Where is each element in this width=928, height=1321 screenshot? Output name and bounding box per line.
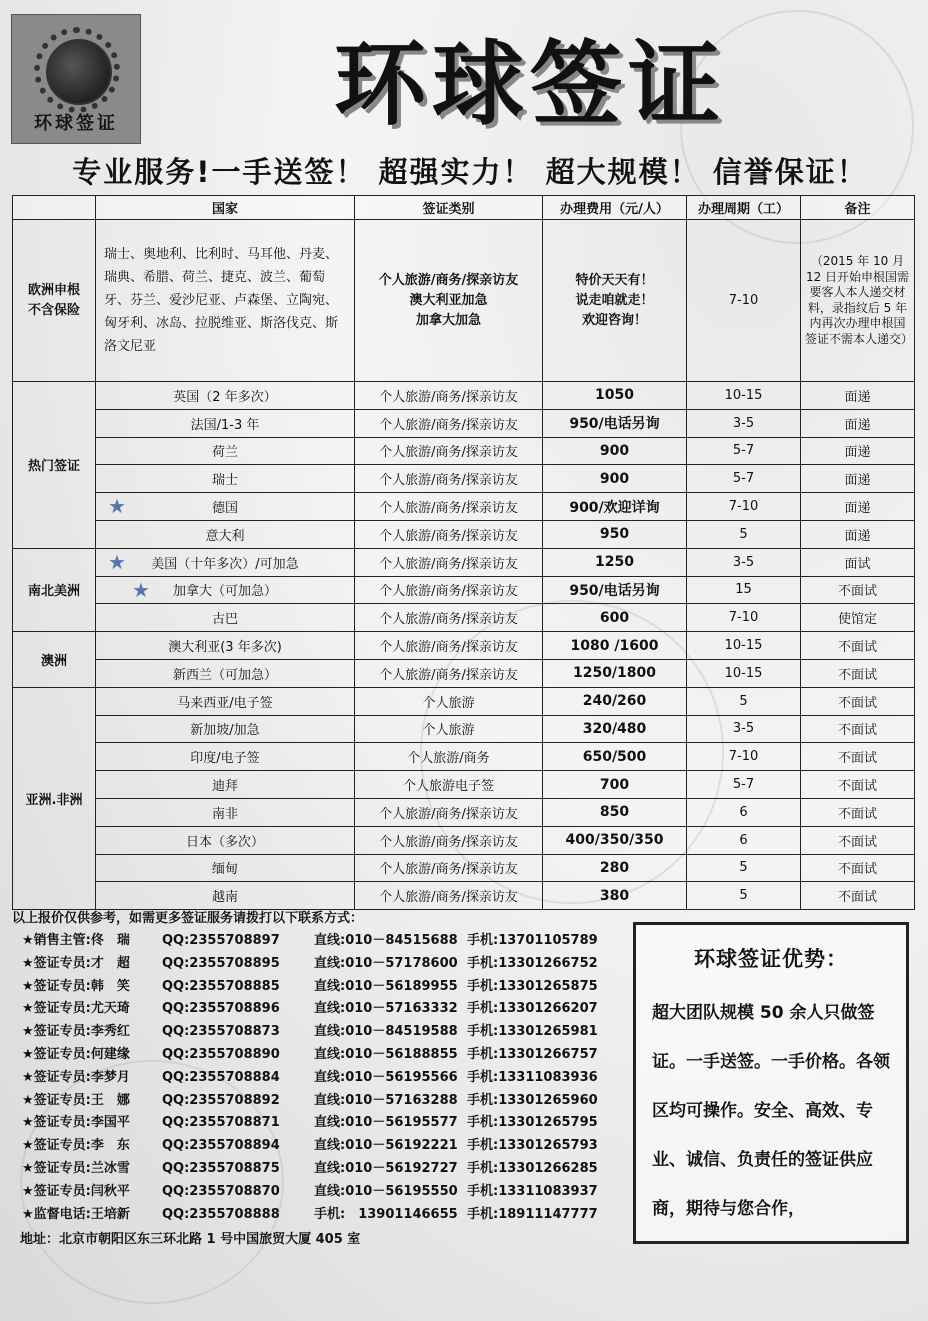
note-cell: 不面试: [801, 687, 915, 715]
country-cell: ★ 德国: [96, 493, 355, 521]
period-cell: 5: [687, 687, 801, 715]
contact-row: [12, 1135, 622, 1158]
address: 地址：北京市朝阳区东三环北路 1 号中国旅贸大厦 405 室: [20, 1232, 361, 1247]
fee-cell: 1250: [543, 548, 687, 576]
contact-direct-line: 手机: 13901146655: [314, 1206, 458, 1222]
period-cell: 3-5: [687, 715, 801, 743]
period-cell: 10-15: [687, 659, 801, 687]
europe-fee-line: 说走咱就走！: [575, 292, 654, 308]
visa-type-cell: 个人旅游/商务/探亲访友: [355, 882, 543, 910]
table-row: [13, 382, 915, 410]
contact-mobile: 手机:13301266752: [467, 955, 598, 971]
contact-direct-line: 直线:010－56192727: [314, 1160, 458, 1176]
contact-qq: QQ:2355708873: [162, 1024, 280, 1040]
contact-direct-line: 直线:010－56195550: [314, 1183, 458, 1199]
contact-qq: QQ:2355708885: [162, 978, 280, 994]
contact-qq: QQ:2355708870: [162, 1183, 280, 1199]
period-cell: 15: [687, 576, 801, 604]
region-label: 澳洲: [13, 632, 96, 688]
contact-qq: QQ:2355708871: [162, 1115, 280, 1131]
fee-cell: 950: [543, 520, 687, 548]
country-cell: 马来西亚/电子签: [96, 687, 355, 715]
contact-mobile: 手机:13301265960: [467, 1092, 598, 1108]
visa-type-cell: 个人旅游/商务/探亲访友: [355, 604, 543, 632]
fee-cell: 900: [543, 465, 687, 493]
contact-row: [12, 1204, 622, 1227]
country-cell: 迪拜: [96, 771, 355, 799]
europe-type-line: 加拿大加急: [415, 312, 481, 328]
advantages-box: [633, 922, 909, 1244]
contact-direct-line: 直线:010－84519588: [314, 1024, 458, 1040]
contact-mobile: 手机:13701105789: [467, 933, 598, 948]
contact-qq: QQ:2355708888: [162, 1206, 280, 1222]
contact-mobile: 手机:13301266757: [467, 1046, 598, 1062]
table-row: [13, 520, 915, 548]
fee-cell: 320/480: [543, 715, 687, 743]
header-country: 国家: [96, 196, 355, 220]
note-cell: 不面试: [801, 854, 915, 882]
country-cell: 英国（2 年多次）: [96, 382, 355, 410]
contact-qq: QQ:2355708875: [162, 1160, 280, 1176]
period-cell: 5-7: [687, 437, 801, 465]
period-cell: 5: [687, 854, 801, 882]
contact-mobile: 手机:13301265795: [467, 1115, 598, 1131]
table-row: [13, 687, 915, 715]
contact-role: ★签证专员:尤天琦: [22, 1001, 130, 1017]
europe-type-line: 澳大利亚加急: [409, 292, 488, 308]
country-cell: 日本（多次）: [96, 826, 355, 854]
contact-row: [12, 1090, 622, 1113]
contact-row: [12, 998, 622, 1021]
logo-text: 环球签证: [34, 113, 118, 134]
contact-qq: QQ:2355708896: [162, 1001, 280, 1017]
company-logo: [11, 14, 141, 144]
country-cell: 法国/1-3 年: [96, 409, 355, 437]
europe-visa-type: [355, 220, 543, 382]
visa-type-cell: 个人旅游/商务/探亲访友: [355, 798, 543, 826]
contact-role: ★监督电话:王培新: [22, 1206, 130, 1222]
region-label: 欧洲申根不含保险: [13, 220, 96, 382]
table-row: [13, 715, 915, 743]
table-row: [13, 798, 915, 826]
note-cell: 面递: [801, 520, 915, 548]
fee-cell: 700: [543, 771, 687, 799]
period-cell: 10-15: [687, 632, 801, 660]
fee-cell: 650/500: [543, 743, 687, 771]
contact-row: [12, 953, 622, 976]
region-label: 亚洲.非洲: [13, 687, 96, 909]
contact-direct-line: 直线:010－57163332: [314, 1001, 458, 1017]
period-cell: 7-10: [687, 493, 801, 521]
country-cell: 印度/电子签: [96, 743, 355, 771]
europe-period: 7-10: [687, 220, 801, 382]
note-cell: 面递: [801, 493, 915, 521]
country-cell: 新西兰（可加急）: [96, 659, 355, 687]
visa-type-cell: 个人旅游: [355, 687, 543, 715]
contact-qq: QQ:2355708897: [162, 933, 280, 948]
country-cell: 新加坡/加急: [96, 715, 355, 743]
table-row: [13, 632, 915, 660]
visa-type-cell: 个人旅游/商务/探亲访友: [355, 659, 543, 687]
contact-mobile: 手机:13311083937: [467, 1183, 598, 1199]
contact-direct-line: 直线:010－56195577: [314, 1115, 458, 1131]
country-name: 德国: [211, 501, 238, 517]
contact-qq: QQ:2355708892: [162, 1092, 280, 1108]
period-cell: 5-7: [687, 465, 801, 493]
country-cell: ★ 美国（十年多次）/可加急: [96, 548, 355, 576]
table-row: [13, 604, 915, 632]
country-cell: 荷兰: [96, 437, 355, 465]
note-cell: 使馆定: [801, 604, 915, 632]
note-cell: 不面试: [801, 715, 915, 743]
visa-type-cell: 个人旅游/商务/探亲访友: [355, 826, 543, 854]
contact-direct-line: 直线:010－57163288: [314, 1092, 458, 1108]
contact-mobile: 手机:13301265875: [467, 978, 598, 994]
note-cell: 面递: [801, 437, 915, 465]
table-row: [13, 576, 915, 604]
slogan: 专业服务!一手送签！ 超强实力！ 超大规模！ 信誉保证！: [72, 155, 868, 189]
visa-type-cell: 个人旅游: [355, 715, 543, 743]
note-cell: 不面试: [801, 882, 915, 910]
note-cell: 不面试: [801, 743, 915, 771]
note-cell: 面递: [801, 382, 915, 410]
visa-type-cell: 个人旅游/商务/探亲访友: [355, 382, 543, 410]
region-label: 热门签证: [13, 382, 96, 549]
contact-role: ★签证专员:李国平: [22, 1115, 130, 1131]
note-cell: 面试: [801, 548, 915, 576]
contact-role: ★签证专员:韩 笑: [22, 978, 130, 994]
contact-role: ★签证专员:何建缘: [22, 1046, 130, 1062]
contact-role: ★销售主管:佟 瑞: [22, 933, 130, 948]
table-row: [13, 854, 915, 882]
fee-cell: 950/电话另询: [543, 409, 687, 437]
fee-cell: 900/欢迎详询: [543, 493, 687, 521]
note-cell: 不面试: [801, 826, 915, 854]
advantages-title: 环球签证优势：: [694, 947, 848, 971]
period-cell: 3-5: [687, 548, 801, 576]
fee-cell: 380: [543, 882, 687, 910]
period-cell: 5: [687, 520, 801, 548]
europe-fee: [543, 220, 687, 382]
fee-cell: 600: [543, 604, 687, 632]
table-row: [13, 465, 915, 493]
fee-cell: 1080 /1600: [543, 632, 687, 660]
table-row-europe: [13, 220, 915, 382]
contact-direct-line: 直线:010－84515688: [314, 933, 458, 948]
visa-type-cell: 个人旅游/商务/探亲访友: [355, 548, 543, 576]
header-region: [13, 196, 96, 220]
table-row: [13, 659, 915, 687]
visa-type-cell: 个人旅游/商务/探亲访友: [355, 465, 543, 493]
fee-cell: 850: [543, 798, 687, 826]
advantages-body: 超大团队规模 50 余人只做签证。一手送签。一手价格。各领区均可操作。安全、高效、专业、诚信、负责任的签证供应商，期待与您合作，: [652, 1003, 890, 1219]
contact-qq: QQ:2355708884: [162, 1069, 280, 1085]
note-cell: 不面试: [801, 632, 915, 660]
page-title: 环球签证: [333, 31, 726, 138]
note-cell: 不面试: [801, 659, 915, 687]
contact-qq: QQ:2355708895: [162, 955, 280, 971]
contact-role: ★签证专员:兰冰雪: [22, 1160, 130, 1176]
fee-cell: 240/260: [543, 687, 687, 715]
period-cell: 3-5: [687, 409, 801, 437]
contact-intro: 以上报价仅供参考，如需更多签证服务请拨打以下联系方式：: [12, 911, 364, 926]
contact-row: [12, 1021, 622, 1044]
visa-price-table: [12, 195, 915, 910]
table-row: [13, 493, 915, 521]
contact-role: ★签证专员:李秀红: [22, 1024, 130, 1040]
contact-mobile: 手机:13301266285: [467, 1160, 598, 1176]
table-row: [13, 548, 915, 576]
fee-cell: 400/350/350: [543, 826, 687, 854]
period-cell: 6: [687, 798, 801, 826]
contact-row: [12, 930, 622, 953]
visa-type-cell: 个人旅游/商务/探亲访友: [355, 437, 543, 465]
country-cell: 古巴: [96, 604, 355, 632]
contact-row: [12, 1158, 622, 1181]
contact-mobile: 手机:13311083936: [467, 1069, 598, 1085]
contact-list: [12, 930, 622, 1226]
fee-cell: 950/电话另询: [543, 576, 687, 604]
contact-direct-line: 直线:010－56195566: [314, 1069, 458, 1085]
table-row: [13, 882, 915, 910]
contact-row: [12, 1181, 622, 1204]
visa-type-cell: 个人旅游/商务/探亲访友: [355, 520, 543, 548]
period-cell: 10-15: [687, 382, 801, 410]
contact-role: ★签证专员:才 超: [22, 955, 130, 971]
contact-direct-line: 直线:010－56192221: [314, 1138, 458, 1154]
table-header-row: [13, 196, 915, 220]
fee-cell: 1050: [543, 382, 687, 410]
table-row: [13, 771, 915, 799]
contact-role: ★签证专员:闫秋平: [22, 1183, 130, 1199]
period-cell: 5: [687, 882, 801, 910]
schengen-country-list: 瑞士、奥地利、比利时、马耳他、丹麦、瑞典、希腊、荷兰、捷克、波兰、葡萄牙、芬兰、爱沙尼亚、卢森堡、立陶宛、匈牙利、冰岛、拉脱维亚、斯洛伐克、斯洛文尼亚: [96, 220, 355, 382]
note-cell: 不面试: [801, 798, 915, 826]
table-row: [13, 826, 915, 854]
contact-mobile: 手机:13301266207: [467, 1001, 598, 1017]
visa-type-cell: 个人旅游/商务/探亲访友: [355, 409, 543, 437]
contact-direct-line: 直线:010－57178600: [314, 955, 458, 971]
contact-direct-line: 直线:010－56189955: [314, 978, 458, 994]
contact-role: ★签证专员:王 娜: [22, 1092, 130, 1108]
visa-type-cell: 个人旅游/商务/探亲访友: [355, 493, 543, 521]
country-cell: 越南: [96, 882, 355, 910]
country-cell: 澳大利亚(3 年多次): [96, 632, 355, 660]
header-note: 备注: [801, 196, 915, 220]
contact-row: [12, 1044, 622, 1067]
note-cell: 面递: [801, 409, 915, 437]
country-cell: 意大利: [96, 520, 355, 548]
visa-type-cell: 个人旅游/商务: [355, 743, 543, 771]
contact-role: ★签证专员:李 东: [22, 1138, 130, 1154]
contact-row: [12, 976, 622, 999]
table-row: [13, 409, 915, 437]
contact-qq: QQ:2355708890: [162, 1046, 280, 1062]
region-label: 南北美洲: [13, 548, 96, 631]
note-cell: 不面试: [801, 576, 915, 604]
table-row: [13, 743, 915, 771]
header-period: 办理周期（工）: [687, 196, 801, 220]
fee-cell: 1250/1800: [543, 659, 687, 687]
country-name: 美国（十年多次）/可加急: [151, 556, 299, 572]
contact-role: ★签证专员:李梦月: [22, 1069, 130, 1085]
header-visa-type: 签证类别: [355, 196, 543, 220]
note-cell: 不面试: [801, 771, 915, 799]
globe-icon: [46, 39, 112, 105]
contact-qq: QQ:2355708894: [162, 1138, 280, 1154]
period-cell: 7-10: [687, 743, 801, 771]
header-fee: 办理费用（元/人）: [543, 196, 687, 220]
contact-row: [12, 1067, 622, 1090]
visa-type-cell: 个人旅游/商务/探亲访友: [355, 576, 543, 604]
country-cell: 南非: [96, 798, 355, 826]
period-cell: 6: [687, 826, 801, 854]
country-cell: 瑞士: [96, 465, 355, 493]
visa-type-cell: 个人旅游电子签: [355, 771, 543, 799]
note-cell: 面递: [801, 465, 915, 493]
contact-mobile: 手机:13301265981: [467, 1024, 598, 1040]
country-cell: 缅甸: [96, 854, 355, 882]
visa-type-cell: 个人旅游/商务/探亲访友: [355, 854, 543, 882]
europe-fee-line: 特价天天有！: [575, 272, 654, 288]
contact-mobile: 手机:18911147777: [467, 1206, 598, 1222]
period-cell: 5-7: [687, 771, 801, 799]
fee-cell: 900: [543, 437, 687, 465]
country-name: 加拿大（可加急）: [172, 584, 277, 600]
europe-fee-line: 欢迎咨询！: [581, 312, 647, 328]
country-cell: ★ 加拿大（可加急）: [96, 576, 355, 604]
europe-note: （2015 年 10 月 12 日开始申根国需要客人本人递交材料，录指纹后 5 年内再次办理申根国签证不需本人递交）: [801, 220, 915, 382]
europe-type-line: 个人旅游/商务/探亲访友: [378, 272, 519, 288]
contact-section: [12, 908, 622, 1226]
table-row: [13, 437, 915, 465]
contact-direct-line: 直线:010－56188855: [314, 1046, 458, 1062]
contact-mobile: 手机:13301265793: [467, 1138, 598, 1154]
visa-type-cell: 个人旅游/商务/探亲访友: [355, 632, 543, 660]
fee-cell: 280: [543, 854, 687, 882]
contact-row: [12, 1112, 622, 1135]
period-cell: 7-10: [687, 604, 801, 632]
